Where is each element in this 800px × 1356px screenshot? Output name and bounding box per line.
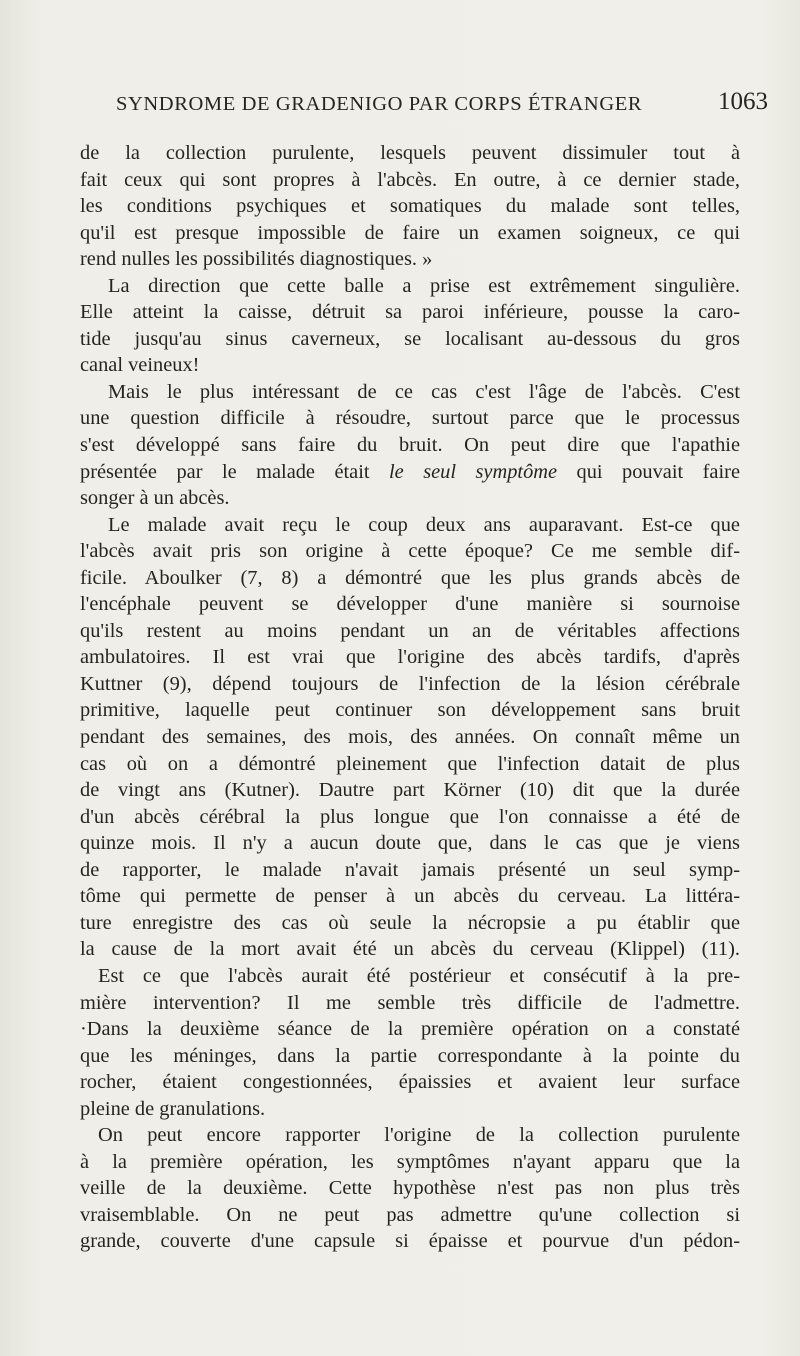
text-line: Elle atteint la caisse, détruit sa paroi inférieure, pousse la caro- (80, 301, 740, 324)
text-line: les conditions psychiques et somatiques du malade sont telles, (80, 195, 740, 218)
text-line: de vingt ans (Kutner). Dautre part Körner (10) dit que la durée (80, 779, 740, 802)
text-line: veille de la deuxième. Cette hypothèse n'est pas non plus très (80, 1177, 740, 1200)
text-line: Est ce que l'abcès aurait été postérieur et consécutif à la pre- (98, 964, 740, 987)
text-line: Kuttner (9), dépend toujours de l'infection de la lésion cérébrale (80, 672, 740, 695)
text-line: que les méninges, dans la partie correspondante à la pointe du (80, 1044, 740, 1067)
text-line-with-italic (80, 459, 740, 486)
text-line: de la collection purulente, lesquels peuvent dissimuler tout à (80, 142, 740, 164)
text-line: pleine de granulations. (80, 1097, 266, 1120)
running-title: SYNDROME DE GRADENIGO PAR CORPS ÉTRANGER (116, 93, 643, 115)
text-line: ture enregistre des cas où seule la nécropsie a pu établir que (80, 911, 740, 934)
text-line: l'encéphale peuvent se développer d'une manière si sournoise (80, 593, 740, 616)
text-line: songer à un abcès. (80, 487, 230, 510)
text-line: quinze mois. Il n'y a aucun doute que, dans le cas que je viens (80, 832, 740, 855)
text-line: rend nulles les possibilités diagnostiques. » (80, 248, 433, 271)
text-line: une question difficile à résoudre, surtout parce que le processus (80, 407, 740, 430)
text-line: ·Dans la deuxième séance de la première opération on a constaté (80, 1018, 740, 1041)
text-line: ficile. Aboulker (7, 8) a démontré que les plus grands abcès de (80, 566, 740, 589)
running-header (116, 88, 768, 116)
text-line: qu'il est presque impossible de faire un examen soigneux, ce qui (80, 221, 740, 244)
text-segment: qui pouvait faire (557, 460, 740, 483)
text-line: On peut encore rapporter l'origine de la collection purulente (98, 1124, 740, 1147)
text-line: tôme qui permette de penser à un abcès du cerveau. La littéra- (80, 885, 740, 908)
text-line: à la première opération, les symptômes n'ayant apparu que la (80, 1150, 740, 1173)
text-line: d'un abcès cérébral la plus longue que l'on connaisse a été de (80, 805, 740, 828)
text-line: rocher, étaient congestionnées, épaissies et avaient leur surface (80, 1071, 740, 1094)
text-segment: présentée par le malade était (80, 460, 390, 483)
italic-phrase: le seul symptôme (389, 460, 558, 483)
text-line: ambulatoires. Il est vrai que l'origine des abcès tardifs, d'après (80, 646, 740, 669)
text-line: pendant des semaines, des mois, des années. On connaît même un (80, 726, 740, 749)
text-line: s'est développé sans faire du bruit. On peut dire que l'apathie (80, 434, 740, 457)
text-line: l'abcès avait pris son origine à cette époque? Ce me semble dif- (80, 540, 740, 563)
text-line: la cause de la mort avait été un abcès du cerveau (Klippel) (11). (80, 938, 740, 961)
text-line: cas où on a démontré pleinement que l'infection datait de plus (80, 752, 740, 775)
body-text (80, 140, 740, 1255)
text-line: primitive, laquelle peut continuer son développement sans bruit (80, 699, 740, 722)
text-line: vraisemblable. On ne peut pas admettre qu'une collection si (80, 1203, 740, 1226)
text-line: La direction que cette balle a prise est extrêmement singulière. (108, 274, 740, 297)
text-line: canal veineux! (80, 354, 200, 377)
text-line: de rapporter, le malade n'avait jamais présenté un seul symp- (80, 858, 740, 881)
text-line: fait ceux qui sont propres à l'abcès. En outre, à ce dernier stade, (80, 168, 740, 191)
text-line: Le malade avait reçu le coup deux ans auparavant. Est-ce que (108, 513, 740, 536)
text-line: mière intervention? Il me semble très difficile de l'admettre. (80, 991, 740, 1014)
page-number: 1063 (718, 88, 768, 115)
text-line: tide jusqu'au sinus caverneux, se localisant au-dessous du gros (80, 327, 740, 350)
text-line: qu'ils restent au moins pendant un an de véritables affections (80, 619, 740, 642)
text-line: grande, couverte d'une capsule si épaisse et pourvue d'un pédon- (80, 1230, 740, 1253)
text-line: Mais le plus intéressant de ce cas c'est l'âge de l'abcès. C'est (108, 380, 740, 403)
